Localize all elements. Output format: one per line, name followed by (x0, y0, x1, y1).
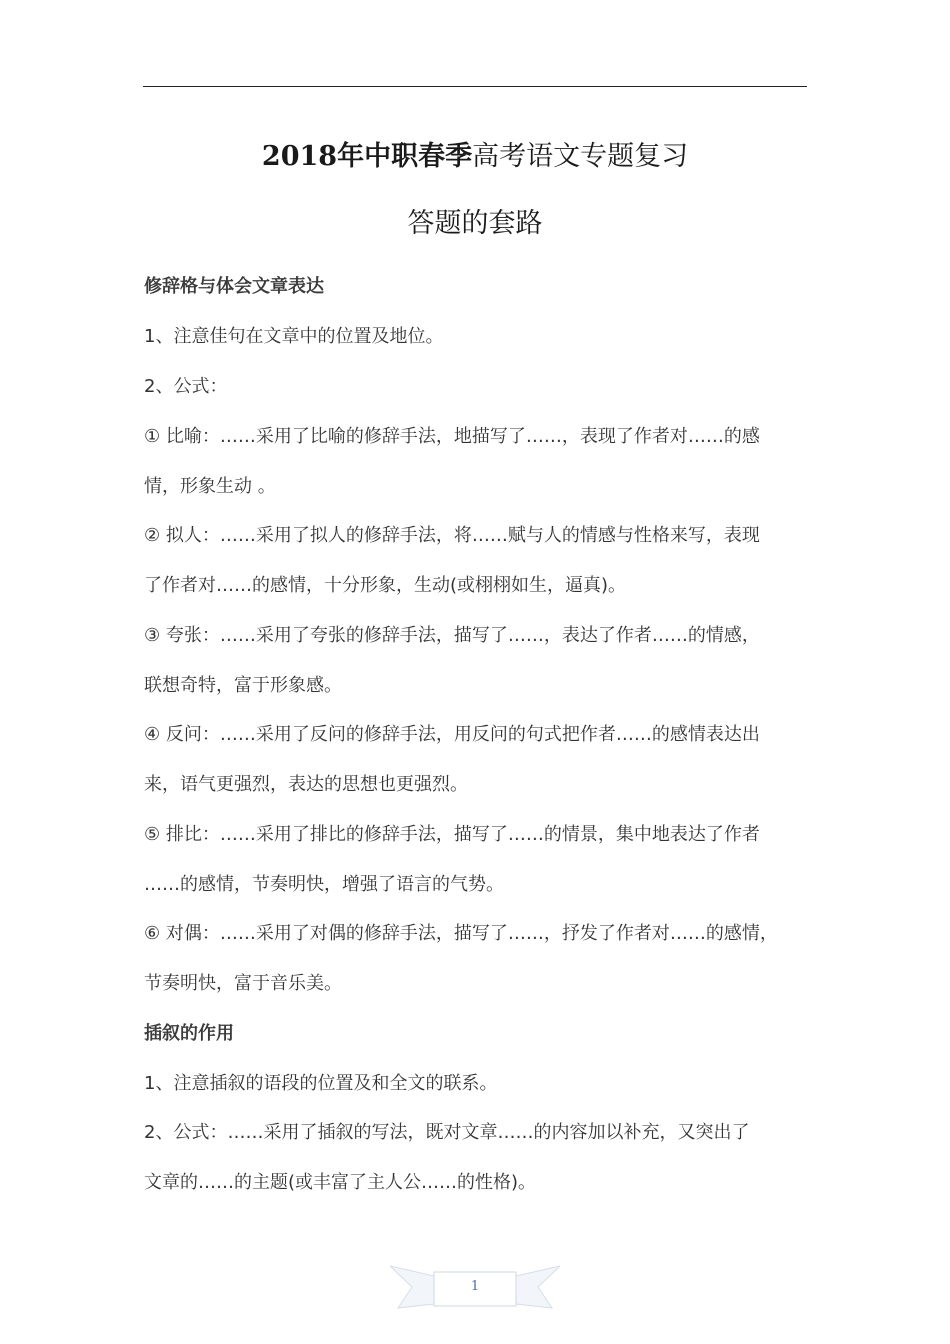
body-line: 节奏明快，富于音乐美。 (144, 973, 342, 994)
body-line: ⑤ 排比：……采用了排比的修辞手法，描写了……的情景，集中地表达了作者 (144, 824, 760, 845)
body-line: 情，形象生动 。 (144, 476, 276, 497)
body-line: 文章的……的主题(或丰富了主人公……的性格)。 (144, 1172, 537, 1193)
section-heading-rhetoric: 修辞格与体会文章表达 (144, 276, 324, 297)
body-line: 1、注意插叙的语段的位置及和全文的联系。 (144, 1073, 498, 1094)
page-number: 1 (470, 1279, 480, 1294)
body-line: 联想奇特，富于形象感。 (144, 675, 342, 696)
body-line: 2、公式： (144, 376, 228, 397)
title-year-part: 2018年中职春季 (261, 141, 473, 172)
body-line: ④ 反问：……采用了反问的修辞手法，用反问的句式把作者……的感情表达出 (144, 724, 760, 745)
document-title (0, 134, 950, 173)
header-rule (143, 86, 807, 87)
body-line: 2、公式：……采用了插叙的写法，既对文章……的内容加以补充，又突出了 (144, 1122, 750, 1143)
body-line: 了作者对……的感情，十分形象，生动(或栩栩如生，逼真)。 (144, 575, 627, 596)
body-line: ② 拟人：……采用了拟人的修辞手法，将……赋与人的情感与性格来写，表现 (144, 525, 760, 546)
document-subtitle: 答题的套路 (407, 208, 543, 239)
title-subject-part: 高考语文专题复习 (472, 141, 689, 172)
body-line: 1、注意佳句在文章中的位置及地位。 (144, 326, 444, 347)
page-footer (390, 1262, 560, 1312)
body-line: ……的感情，节奏明快，增强了语言的气势。 (144, 874, 504, 895)
body-line: ③ 夸张：……采用了夸张的修辞手法，描写了……，表达了作者……的情感， (144, 625, 760, 646)
body-line: ⑥ 对偶：……采用了对偶的修辞手法，描写了……，抒发了作者对……的感情， (144, 923, 778, 944)
section-heading-flashback: 插叙的作用 (144, 1023, 234, 1044)
body-line: ① 比喻：……采用了比喻的修辞手法，地描写了……，表现了作者对……的感 (144, 426, 760, 447)
body-line: 来，语气更强烈，表达的思想也更强烈。 (144, 774, 468, 795)
